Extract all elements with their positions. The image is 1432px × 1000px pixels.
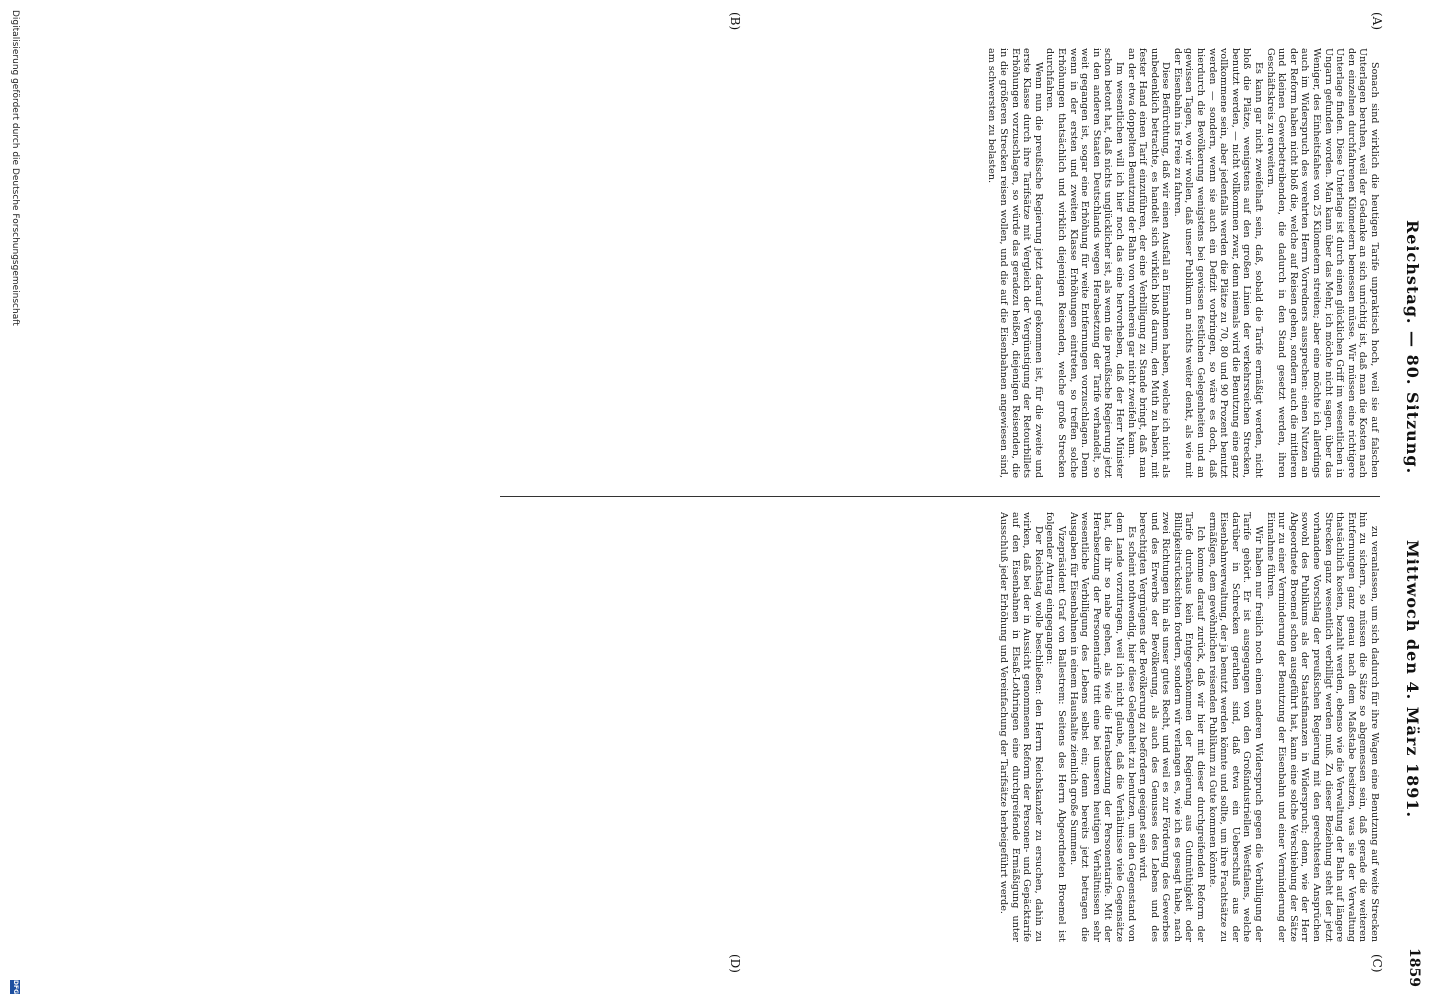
page-header (1392, 0, 1432, 1000)
paragraph: Vizepräsident Graf von Ballestrem: Seitens des Herrn Abgeordneten Broemel ist folgender Antrag eingegangen: (1044, 512, 1067, 942)
right-text-column (970, 512, 1380, 942)
page-footer (2, 0, 22, 1000)
paragraph: Wir haben nur freilich noch einen anderen Widerspruch gegen die Verbilligung der Tarife gehört. Er ist ausgegangen von den Großindustriellen Westfalens, welche darüber in Schrecken gerathen sind, daß etwa ein Ueberschuß aus der Eisenbahnverwaltung, der ja benutzt werden könnte und sollte, um ihre Frachtsätze zu ermäßigen, dem gewöhnlichen reisenden Publikum zu Gute kommen könnte. (1206, 512, 1265, 942)
paragraph: zu veranlassen, um sich dadurch für ihre Wagen eine Benutzung auf weite Strecken hin zu sichern, so müssen die Sätze so abgemessen sein, daß gerade die weiteren Entfernungen ganz genau nach dem Maßstabe besitzen, was sie der Verwaltung thatsächlich kosten, bezahlt werden, ebenso wie die Verwaltung der Bahn auf längere Strecken ganz wesentlich verbilligt werden muß. Zu dieser Beziehung steht der jetzt vorhandene Vorschlag der preußischen Regierung mit den gerechtesten Ansprüchen sowohl des Publikums als der Staatsfinanzen in Widerspruch; denn, wie der Herr Abgeordnete Broemel schon ausgeführt hat, kann eine solche Verschiebung der Sätze nur zu einer Verminderung der Benutzung der Eisenbahn und einer Verminderung der Einnahme führen. (1264, 512, 1380, 942)
page-title: Reichstag. — 80. Sitzung. (1403, 220, 1422, 475)
paragraph: Sonach sind wirklich die heutigen Tarife unpraktisch hoch, weil sie auf falschen Unterlagen beruhen, weil der Gedanke an sich unrichtig ist, daß man die Kosten nach den einzelnen durchfahrenen Kilometern bemessen müsse. Wir müssen eine richtigere Unterlage finden. Diese Unterlage ist durch einen glücklichen Griff im wesentlichen in Ungarn gefunden worden. Man kann über das Mehr, ich möchte nicht sagen, über das Weniger, des Einheitsfahes von 25 Kilometern streiten; aber eine möchte ich allerdings auch im Widerspruch des verehrten Herrn Vorredners aussprechen: einen Nutzen an der Reform haben nicht bloß die, welche auf Reisen gehen, sondern auch die mittleren und kleinen Gewerbetreibenden, die dadurch in den Stand gesetzt werden, ihren Geschäftskreis zu erweitern. (1264, 48, 1380, 478)
dfg-logo: DFG (12, 980, 19, 995)
paragraph: Im wesentlichen will ich hier noch das eine hervorheben, daß der Herr Minister schon betont hat, daß nichts unglücklicher ist, als wenn die preußische Regierung jetzt in den anderen Staaten Deutschlands wegen Herabsetzung der Tarife verhandelt, so weit gegangen ist, sogar eine Erhöhung für weite Entfernungen vorzuschlagen. Denn wenn in der ersten und zweiten Klasse Erhöhungen eintreten, so treffen solche Erhöhungen thatsächlich und wirklich diejenigen Reisenden, welche große Strecken durchfahren. (1044, 48, 1125, 478)
paragraph: Es scheint nothwendig, hier diese Gelegenheit zu benutzen, um den Gegenstand von dem Lande vorzutragen, weil ich nicht glaube, daß die Verhältnisse viele Gegensätze hat, die ihr so nahe gehen, als wie die Herabsetzung der Personentarife. Mit der Herabsetzung der Personentarife tritt eine bei unseren heutigen Verhältnissen sehr wesentliche Verbilligung des Lebens selbst ein; denn bereits jetzt betragen die Ausgaben für Eisenbahnen in einem Haushalte ziemlich große Summen. (1067, 512, 1137, 942)
digitization-credit: Digitalisierung gefördert durch die Deutsche Forschungsgemeinschaft (10, 10, 20, 326)
page-date: Mittwoch den 4. März 1891. (1403, 540, 1422, 819)
left-text-column (950, 48, 1380, 478)
paragraph: Diese Befürchtung, daß wir einen Ausfall an Einnahmen haben, welche ich nicht als unbedenklich betrachte, es handelt sich wirklich bloß darum, den Muth zu haben, mit fester Hand einen Tarif einzuführen, der eine Verbilligung zu Stande bringt, daß man an der etwa doppelten Benutzung der Bahn von vornherein gar nicht zweifeln kann. (1125, 48, 1172, 478)
margin-mark-b: (B) (728, 12, 742, 31)
paragraph: Wenn nun die preußische Regierung jetzt darauf gekommen ist, für die zweite und erste Klasse durch ihre Tarifsätze mit Vergleich der Vergünstigung der Retourbillets Erhöhungen vorzuschlagen, so würde das geradezu heißen, diejenigen Reisenden, die in die größeren Strecken reisen wollen, und die auf die Eisenbahnen angewiesen sind, am schwersten zu belasten. (986, 48, 1044, 478)
paragraph: Der Reichstag wolle beschließen: den Herrn Reichskanzler zu ersuchen, dahin zu wirken, daß bei der in Aussicht genommenen Reform der Personen- und Gepäcktarife auf den Eisenbahnen in Elsaß-Lothringen eine durchgreifende Ermäßigung unter Ausschluß jeder Erhöhung und Vereinfachung der Tarifsätze herbeigeführt werde. (998, 512, 1044, 942)
column-divider (500, 496, 1380, 497)
paragraph: Ich komme darauf zurück, daß wir hier mit dieser durchgreifenden Reform der Tarife durchaus kein Entgegenkommen der Regierung aus Gutmüthigkeit oder Billigkeitsrücksichten fordern, sondern wir verlangen es, wie ich es gesagt habe, nach zwei Richtungen hin als unser gutes Recht, und weil es zur Förderung des Gewerbes und des Erwerbs der Bevölkerung, als auch des Genusses des Lebens und des berechtigten Vergnügens der Bevölkerung zu befördern geeignet sein wird. (1137, 512, 1207, 942)
paragraph: Es kann gar nicht zweifelhaft sein, daß, sobald die Tarife ermäßigt werden, nicht bloß die Plätze, wenigstens auf den großen Linien der verkehrsreichen Strecken, benutzt werden, — nicht vollkommen zwar, denn niemals wird die Benutzung eine ganz vollkommene sein, aber jedenfalls werden die Plätze zu 70, 80 und 90 Prozent benutzt werden — sondern, wenn sie auch ein Defizit vorbringen, so wäre es doch, daß hierdurch die Bevölkerung wenigstens bei gewissen festlichen Gelegenheiten und an gewissen Tagen, wo wir wollen, daß unser Publikum an nichts weiter denkt, als wie mit der Eisenbahn ins Freie zu fahren. (1171, 48, 1265, 478)
margin-mark-c: (C) (1370, 954, 1384, 973)
margin-mark-d: (D) (728, 954, 742, 973)
margin-mark-a: (A) (1370, 12, 1384, 31)
page-number: 1859 (1406, 948, 1422, 987)
